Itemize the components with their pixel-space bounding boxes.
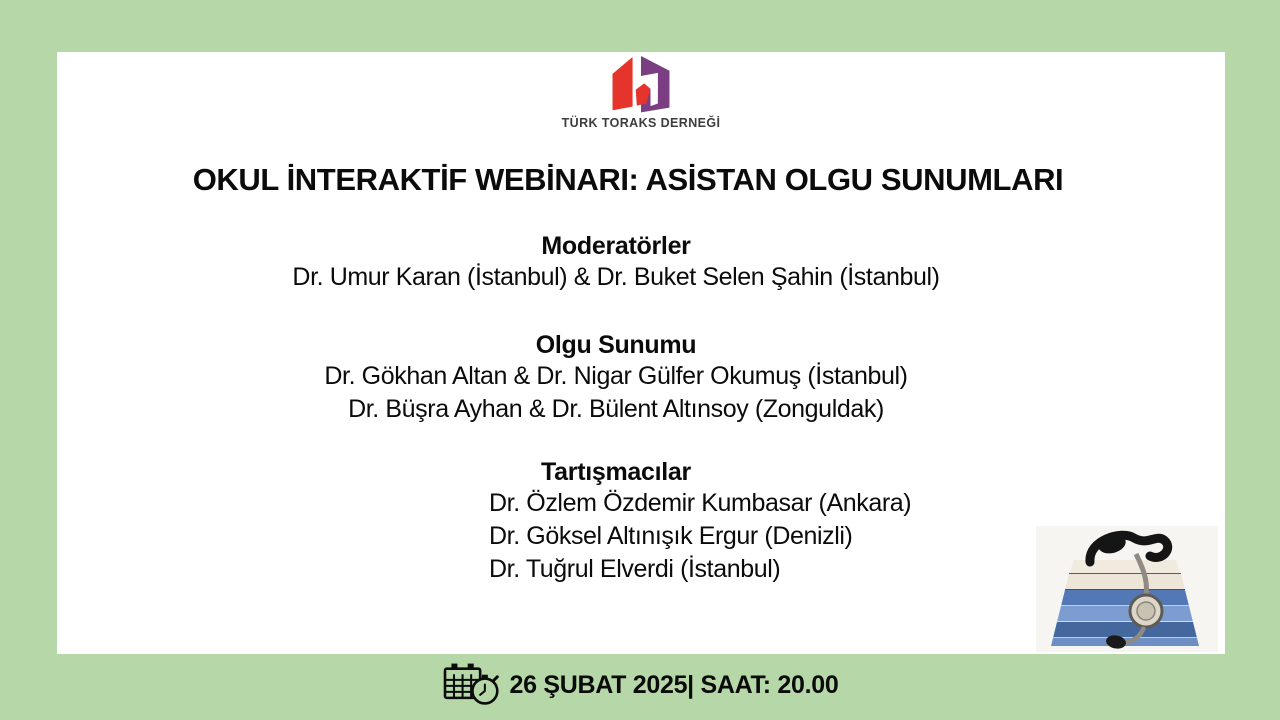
discussant-name: Dr. Özlem Özdemir Kumbasar (Ankara) — [489, 489, 912, 517]
section-heading: Tartışmacılar — [541, 458, 691, 486]
content-card — [57, 52, 1225, 654]
section-heading: Moderatörler — [541, 232, 691, 260]
moderator-names: Dr. Umur Karan (İstanbul) & Dr. Buket Selen Şahin (İstanbul) — [292, 263, 940, 291]
discussant-name-list — [489, 487, 911, 586]
date-time-text: 26 ŞUBAT 2025| SAAT: 20.00 — [509, 670, 839, 699]
ttd-logo-text: TÜRK TORAKS DERNEĞİ — [561, 116, 721, 130]
presenter-names: Dr. Gökhan Altan & Dr. Nigar Gülfer Okumuş (İstanbul) — [324, 362, 908, 390]
discussant-name: Dr. Göksel Altınışık Ergur (Denizli) — [489, 522, 853, 550]
footer-datetime — [0, 661, 1280, 709]
calendar-clock-icon — [442, 661, 502, 709]
books-stethoscope-image — [1036, 526, 1218, 652]
section-heading: Olgu Sunumu — [535, 331, 697, 359]
discussant-name: Dr. Tuğrul Elverdi (İstanbul) — [489, 555, 781, 583]
webinar-title: OKUL İNTERAKTİF WEBİNARI: ASİSTAN OLGU SUNUMLARI — [192, 162, 1064, 197]
ttd-logo — [57, 56, 1225, 130]
ttd-lungs-logo-icon — [608, 56, 674, 114]
presenter-names: Dr. Büşra Ayhan & Dr. Bülent Altınsoy (Zonguldak) — [348, 395, 884, 423]
section-moderators — [57, 231, 1225, 294]
section-case-presentation — [57, 330, 1225, 426]
